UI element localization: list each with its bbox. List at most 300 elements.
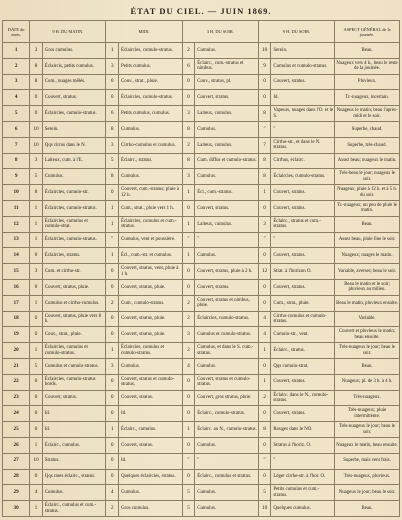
table-row (3, 358, 400, 374)
noon-sky: Cumulus. (118, 358, 182, 374)
morning-degree: 1 (30, 437, 43, 453)
pm3-degree: 6 (182, 58, 195, 74)
pm9-sky: Id. (271, 90, 335, 106)
pm3-degree: 5 (182, 485, 195, 501)
aspect-cell: Nuageux, pluie à 12 h. et à 5 h. du soir. (335, 185, 400, 201)
morning-degree: 0 (30, 469, 43, 485)
noon-degree: 0 (106, 469, 119, 485)
pm3-degree: 4 (182, 358, 195, 374)
day-cell: 8 (3, 153, 30, 169)
pm9-sky: Couvert, stratus. (271, 185, 335, 201)
aspect-cell: Très-beau le jour; nuageux le soir. (335, 169, 400, 185)
day-cell: 16 (3, 279, 30, 295)
pm9-degree: 2 (258, 390, 271, 406)
day-cell: 23 (3, 390, 30, 406)
pm9-sky: Couvert, stratus. (271, 248, 335, 264)
day-cell: 30 (3, 501, 30, 517)
pm3-sky: Couv., stratus, pl. (195, 74, 259, 90)
pm3-degree: 2 (182, 343, 195, 359)
morning-degree: 3 (30, 43, 43, 59)
noon-degree: 0 (106, 311, 119, 327)
pm9-degree: 0 (258, 90, 271, 106)
table-row (3, 153, 400, 169)
pm9-degree: 4 (258, 311, 271, 327)
morning-degree: 0 (30, 106, 43, 122)
noon-sky: Couvert, stratus, vent, pluie à 1 h. (118, 264, 182, 280)
noon-sky: Petits cumulus, cumulus. (118, 106, 182, 122)
pm3-degree: 1 (182, 216, 195, 232)
table-row (3, 248, 400, 264)
pm9-sky: Léger cirrhe-str. à l'hor. O. (271, 469, 335, 485)
morning-degree: 0 (30, 248, 43, 264)
morning-degree: 1 (30, 295, 43, 311)
pm3-sky: Couvert, stratus, pluie à 2 h. (195, 264, 259, 280)
table-row (3, 279, 400, 295)
noon-sky: Cumulus. (118, 169, 182, 185)
morning-sky: Cumulus. (42, 485, 106, 501)
noon-sky: Couvert, stratus. (118, 390, 182, 406)
aspect-cell: Beau. (335, 358, 400, 374)
morning-sky: Id. (42, 406, 106, 422)
pm9-degree: 0 (258, 437, 271, 453)
morning-degree: 10 (30, 453, 43, 469)
aspect-cell: Superbe, chaud. (335, 121, 400, 137)
pm3-degree: 1 (182, 248, 195, 264)
pm9-degree: 3 (258, 216, 271, 232)
morning-sky: Éclaircies, stratus. (42, 248, 106, 264)
pm3-sky: Couvert, stratus. (195, 200, 259, 216)
pm9-sky: Stratus à l'horiz. O. (271, 437, 335, 453)
morning-sky: Couvert, stratus, pluie vers 8 h. (42, 311, 106, 327)
noon-degree: 0 (106, 390, 119, 406)
table-row (3, 232, 400, 248)
morning-degree: 0 (30, 279, 43, 295)
morning-degree: 5 (30, 169, 43, 185)
day-cell: 13 (3, 232, 30, 248)
noon-degree: 2 (106, 295, 119, 311)
morning-sky: Couvert, stratus. (42, 90, 106, 106)
aspect-cell: Très-nuageux le jour; beau le soir. (335, 422, 400, 438)
pm3-degree: 3 (182, 106, 195, 122)
day-cell: 25 (3, 422, 30, 438)
table-row (3, 90, 400, 106)
page-title: ÉTAT DU CIEL. — JUIN 1869. (130, 6, 272, 16)
pm9-sky: Vapeurs, nuages dans l'O. et le S. (271, 106, 335, 122)
noon-sky: Couvert, stratus et cumulo-stratus. (118, 374, 182, 390)
pm3-degree: 2 (182, 295, 195, 311)
day-cell: 7 (3, 137, 30, 153)
day-cell: 22 (3, 374, 30, 390)
aspect-cell: Tr.-nuageux; un peu de pluie le matin. (335, 200, 400, 216)
morning-sky: Éclaircies, cumulo-stratus. (42, 200, 106, 216)
pm3-sky: ″ (195, 232, 259, 248)
pm9-degree: 12 (258, 264, 271, 280)
pm9-sky: ″ (271, 232, 335, 248)
noon-degree: 0 (106, 279, 119, 295)
table-row (3, 501, 400, 517)
morning-sky: Stratus. (42, 453, 106, 469)
morning-sky: Éclairc., cumulus. (42, 437, 106, 453)
pm9-sky: Couvert, stratus. (271, 374, 335, 390)
pm3-sky: ″ (195, 453, 259, 469)
pm3-sky: Cumulus. (195, 501, 259, 517)
noon-sky: Cumulus, vent et poussière. (118, 232, 182, 248)
table-body (3, 43, 400, 517)
day-cell: 10 (3, 185, 30, 201)
table-row (3, 295, 400, 311)
aspect-cell: Assez beau; nuageux le matin. (335, 153, 400, 169)
table-row (3, 137, 400, 153)
morning-sky: Serein. (42, 121, 106, 137)
pm3-degree: 8 (182, 121, 195, 137)
morning-sky: Cum. et cirrho-str. (42, 264, 106, 280)
noon-degree: 0 (106, 374, 119, 390)
morning-sky: Cumulus et cumulo-stratus. (42, 358, 106, 374)
noon-degree: 5 (106, 153, 119, 169)
day-cell: 24 (3, 406, 30, 422)
aspect-cell: Beau le matin et le soir; pluvieux au milieu. (335, 279, 400, 295)
pm9-degree: 8 (258, 169, 271, 185)
pm9-sky: Cumulo-str., vent. (271, 327, 335, 343)
morning-sky: Éclaircies, cumulo-stratus. (42, 106, 106, 122)
morning-sky: Gros cumulus. (42, 43, 106, 59)
pm3-degree: 2 (182, 137, 195, 153)
header-3pm: 3 H. DU SOIR. (182, 21, 258, 43)
pm9-sky: Cirrho-cumulus et cumulo-stratus. (271, 311, 335, 327)
noon-sky: Couvert, stratus, pluie. (118, 279, 182, 295)
noon-degree: ″ (106, 232, 119, 248)
noon-degree: 4 (106, 485, 119, 501)
aspect-cell: Variable. (335, 311, 400, 327)
pm9-sky: Couvert, stratus. (271, 279, 335, 295)
morning-degree: 4 (30, 485, 43, 501)
pm9-degree: 7 (258, 137, 271, 153)
noon-sky: Cirrho-cumulus et cumulus. (118, 137, 182, 153)
aspect-cell: Superbe, très-chaud. (335, 137, 400, 153)
morning-sky: Couv., strat., pluie. (42, 327, 106, 343)
noon-degree: 0 (106, 264, 119, 280)
pm9-degree: 0 (258, 469, 271, 485)
pm9-degree: 1 (258, 374, 271, 390)
pm3-degree: 0 (182, 90, 195, 106)
noon-degree: 8 (106, 169, 119, 185)
day-cell: 5 (3, 106, 30, 122)
table-row (3, 216, 400, 232)
header-aspect: ASPECT GÉNÉRAL de la journée. (335, 21, 400, 43)
pm9-sky: Rouges dans le NO. (271, 422, 335, 438)
pm3-degree: 1 (182, 422, 195, 438)
aspect-cell: Nuageux le matin; beau l'après-midi et le soir. (335, 106, 400, 122)
noon-degree: 1 (106, 248, 119, 264)
pm3-sky: Laiteux, cumulus. (195, 106, 259, 122)
pm9-degree: 0 (258, 295, 271, 311)
morning-degree: 0 (30, 422, 43, 438)
pm3-sky: Couvert, stratus et cumulo-stratus. (195, 374, 259, 390)
noon-sky: Éclairc., cumulus. (118, 422, 182, 438)
pm9-degree: 0 (258, 248, 271, 264)
noon-sky: Cum., cumulo-stratus. (118, 295, 182, 311)
pm3-sky: Éclairc., cumulo-stratus. (195, 406, 259, 422)
table-row (3, 74, 400, 90)
pm9-degree: 1 (258, 343, 271, 359)
pm3-sky: Cum. diffus et cumulo-stratus. (195, 153, 259, 169)
aspect-cell: Assez beau, pluie fine le soir. (335, 232, 400, 248)
pm3-degree: 0 (182, 406, 195, 422)
morning-sky: Éclaircies, cumulo-str. (42, 185, 106, 201)
table-row (3, 453, 400, 469)
pm9-degree: 1 (258, 185, 271, 201)
table-row (3, 200, 400, 216)
pm9-sky: Couvert, stratus. (271, 74, 335, 90)
day-cell: 1 (3, 43, 30, 59)
morning-sky: Éclaircis, petits cumulus. (42, 58, 106, 74)
pm3-sky: Cumulus. (195, 358, 259, 374)
header-row (3, 21, 400, 43)
table-row (3, 121, 400, 137)
aspect-cell: Pluvieux. (335, 74, 400, 90)
pm3-sky: Cumulus et cumulo-stratus. (195, 327, 259, 343)
pm9-degree: 10 (258, 43, 271, 59)
noon-sky: Éclaircies, cumulo-stratus. (118, 43, 182, 59)
aspect-cell: Beau le matin, pluvieux ensuite. (335, 295, 400, 311)
pm9-degree: ″ (258, 121, 271, 137)
noon-sky: Id. (118, 406, 182, 422)
aspect-cell: Très-nuageux; pluie intermittente. (335, 406, 400, 422)
day-cell: 29 (3, 485, 30, 501)
morning-degree: 1 (30, 200, 43, 216)
table-row (3, 437, 400, 453)
pm9-degree: 5 (258, 485, 271, 501)
noon-sky: Petits cumulus. (118, 58, 182, 74)
pm3-degree: ″ (182, 453, 195, 469)
pm9-sky: Éclairc., stratus et cum.-stratus. (271, 216, 335, 232)
noon-degree: 0 (106, 90, 119, 106)
pm9-degree: 0 (258, 358, 271, 374)
noon-sky: Éclaircies, cumulus et cum.-stratus. (118, 216, 182, 232)
morning-degree: 3 (30, 153, 43, 169)
day-cell: 4 (3, 90, 30, 106)
aspect-cell: Beau. (335, 43, 400, 59)
noon-sky: Couvert, cum.-stratus; pluie à 12 h. (118, 185, 182, 201)
header-date: DATE du mois. (3, 21, 30, 43)
noon-degree: 0 (106, 453, 119, 469)
morning-sky: Qqs cirrus dans le N. (42, 137, 106, 153)
pm9-sky: ″ (271, 453, 335, 469)
pm9-sky: Qqs cumulo-strat. (271, 358, 335, 374)
pm3-sky: Cumulus. (195, 43, 259, 59)
morning-sky: Qqs rares éclairc., stratus. (42, 469, 106, 485)
morning-sky: Éclairc., cumulus et cum.-stratus. (42, 501, 106, 517)
pm3-sky: Cumulus. (195, 248, 259, 264)
day-cell: 27 (3, 453, 30, 469)
morning-degree: 8 (30, 74, 43, 90)
aspect-cell: Tr.-nuageux, incertain. (335, 90, 400, 106)
pm3-degree: 0 (182, 279, 195, 295)
day-cell: 2 (3, 58, 30, 74)
pm3-degree: 2 (182, 43, 195, 59)
morning-degree: 1 (30, 232, 43, 248)
aspect-cell: Très-nuageux. (335, 390, 400, 406)
morning-degree: 8 (30, 58, 43, 74)
header-morning: 9 H. DU MATIN. (30, 21, 106, 43)
morning-sky: Éclaircies, cumulo-stratus bords. (42, 374, 106, 390)
noon-degree: 8 (106, 121, 119, 137)
header-9pm: 9 H. DU SOIR. (258, 21, 334, 43)
pm3-sky: Éclaircies, cumulo-stratus. (195, 311, 259, 327)
pm3-degree: 2 (182, 311, 195, 327)
noon-sky: Couv., strat., pluie. (118, 74, 182, 90)
noon-sky: Couvert, stratus. (118, 437, 182, 453)
day-cell: 20 (3, 343, 30, 359)
table-row (3, 311, 400, 327)
morning-sky: Cumulus et cirrho-cumulus. (42, 295, 106, 311)
aspect-cell: Nuageux; pl. de 3 h. à 4 h. (335, 374, 400, 390)
noon-degree: 3 (106, 358, 119, 374)
pm9-sky: Cum., strat., pluie. (271, 295, 335, 311)
pm3-degree: 1 (182, 185, 195, 201)
pm9-sky: Cirrho-str., et dans le N. stratus. (271, 137, 335, 153)
noon-degree: 0 (106, 327, 119, 343)
noon-sky: Cumulus. (118, 121, 182, 137)
noon-degree: 1 (106, 43, 119, 59)
noon-degree: 0 (106, 74, 119, 90)
table-row (3, 469, 400, 485)
morning-degree: 8 (30, 185, 43, 201)
noon-sky: Éclaircies, cumulo-stratus. (118, 90, 182, 106)
aspect-cell: Très-nuageux le jour; beau le soir. (335, 343, 400, 359)
pm9-degree: ″ (258, 453, 271, 469)
morning-sky: Couvert, stratus. (42, 390, 106, 406)
pm9-degree: 0 (258, 279, 271, 295)
morning-sky: Éclaircies, cumulo-stratus. (42, 232, 106, 248)
pm3-degree: 0 (182, 437, 195, 453)
noon-sky: Écl., cum.-str. et cumulus. (118, 248, 182, 264)
pm3-sky: Cumulus. (195, 437, 259, 453)
aspect-cell: Nuageux; nuages le matin. (335, 248, 400, 264)
pm3-sky: Couvert, stratus. (195, 279, 259, 295)
aspect-cell: Beau. (335, 501, 400, 517)
day-cell: 19 (3, 327, 30, 343)
pm9-degree: 9 (258, 58, 271, 74)
aspect-cell: Très-nuageux, pluvieux. (335, 469, 400, 485)
morning-degree: 3 (30, 264, 43, 280)
day-cell: 3 (3, 74, 30, 90)
table-row (3, 343, 400, 359)
pm9-sky: Cirrhus, éclairc. (271, 153, 335, 169)
pm9-degree: ″ (258, 232, 271, 248)
morning-degree: 0 (30, 327, 43, 343)
morning-sky: Id. (42, 422, 106, 438)
morning-sky: Éclaircies, cumulus et cumulo-stratus. (42, 343, 106, 359)
noon-degree: 0 (106, 185, 119, 201)
pm9-degree: 8 (258, 153, 271, 169)
aspect-cell: Superbe, mais vent frais. (335, 453, 400, 469)
noon-sky: Couvert, stratus, pluie. (118, 311, 182, 327)
noon-degree: 2 (106, 501, 119, 517)
morning-sky: Éclaircies, cumulus et cumulo-strat. (42, 216, 106, 232)
noon-degree: 1 (106, 343, 119, 359)
pm9-degree: 0 (258, 74, 271, 90)
aspect-cell: Variable, averses; beau le soir. (335, 264, 400, 280)
morning-sky: Laiteux, cum. à l'E. (42, 153, 106, 169)
pm3-sky: Couvert, stratus et nimbus, pluie. (195, 295, 259, 311)
pm3-sky: Cumulus. (195, 169, 259, 185)
header-noon: MIDI. (106, 21, 182, 43)
pm3-degree: 0 (182, 469, 195, 485)
pm9-sky: Éclairc. dans le N., cumulo-stratus. (271, 390, 335, 406)
pm3-sky: Cumulus. (195, 121, 259, 137)
pm9-sky: Éclaircies, cumulo-stratus. (271, 169, 335, 185)
pm3-sky: Couvert, gros stratus, pluie. (195, 390, 259, 406)
pm3-degree: 8 (182, 153, 195, 169)
pm3-degree: 3 (182, 169, 195, 185)
noon-sky: Éclairc., stratus. (118, 153, 182, 169)
pm3-sky: Couvert, stratus. (195, 90, 259, 106)
pm3-degree: 3 (182, 327, 195, 343)
morning-sky: Couvert, stratus, pluie. (42, 279, 106, 295)
morning-degree: 1 (30, 216, 43, 232)
morning-sky: Cum., nuages mêlés. (42, 74, 106, 90)
pm3-degree: 0 (182, 200, 195, 216)
pm3-degree: 0 (182, 264, 195, 280)
pm3-sky: Éclairc., cumulus et stratus. (195, 469, 259, 485)
table-row (3, 485, 400, 501)
table-row (3, 374, 400, 390)
table-row (3, 390, 400, 406)
aspect-cell: Beau. (335, 216, 400, 232)
noon-sky: Éclaircies, cumulus et cumulo-stratus. (118, 343, 182, 359)
aspect-cell: Nuageux le jour; beau le soir. (335, 485, 400, 501)
morning-sky: Cumulus. (42, 169, 106, 185)
pm9-degree: 0 (258, 200, 271, 216)
pm9-degree: 8 (258, 106, 271, 122)
day-cell: 26 (3, 437, 30, 453)
table-row (3, 58, 400, 74)
noon-degree: 0 (106, 437, 119, 453)
pm9-sky: Quelques cumulus. (271, 501, 335, 517)
noon-sky: Id. (118, 453, 182, 469)
noon-degree: 0 (106, 406, 119, 422)
pm9-sky: Couvert, stratus. (271, 406, 335, 422)
table-row (3, 43, 400, 59)
noon-degree: 3 (106, 137, 119, 153)
day-cell: 6 (3, 121, 30, 137)
pm9-sky: Cumulus et cumulo-stratus. (271, 58, 335, 74)
pm9-degree: 4 (258, 327, 271, 343)
morning-degree: 5 (30, 358, 43, 374)
noon-degree: 1 (106, 422, 119, 438)
pm3-degree: ″ (182, 232, 195, 248)
pm9-sky: Serein. (271, 43, 335, 59)
pm9-sky: Éclairc., stratus. (271, 343, 335, 359)
aspect-cell: Nuageux le matin, beau ensuite. (335, 437, 400, 453)
morning-degree: 0 (30, 374, 43, 390)
day-cell: 18 (3, 311, 30, 327)
day-cell: 17 (3, 295, 30, 311)
noon-degree: 1 (106, 200, 119, 216)
pm3-degree: 0 (182, 374, 195, 390)
table-row (3, 264, 400, 280)
table-row (3, 422, 400, 438)
day-cell: 14 (3, 248, 30, 264)
table-row (3, 406, 400, 422)
noon-sky: Cumulus. (118, 485, 182, 501)
pm3-sky: Laiteux, cumulus. (195, 137, 259, 153)
weather-table (2, 20, 400, 517)
table-row (3, 106, 400, 122)
pm9-degree: 0 (258, 406, 271, 422)
pm3-degree: 0 (182, 390, 195, 406)
